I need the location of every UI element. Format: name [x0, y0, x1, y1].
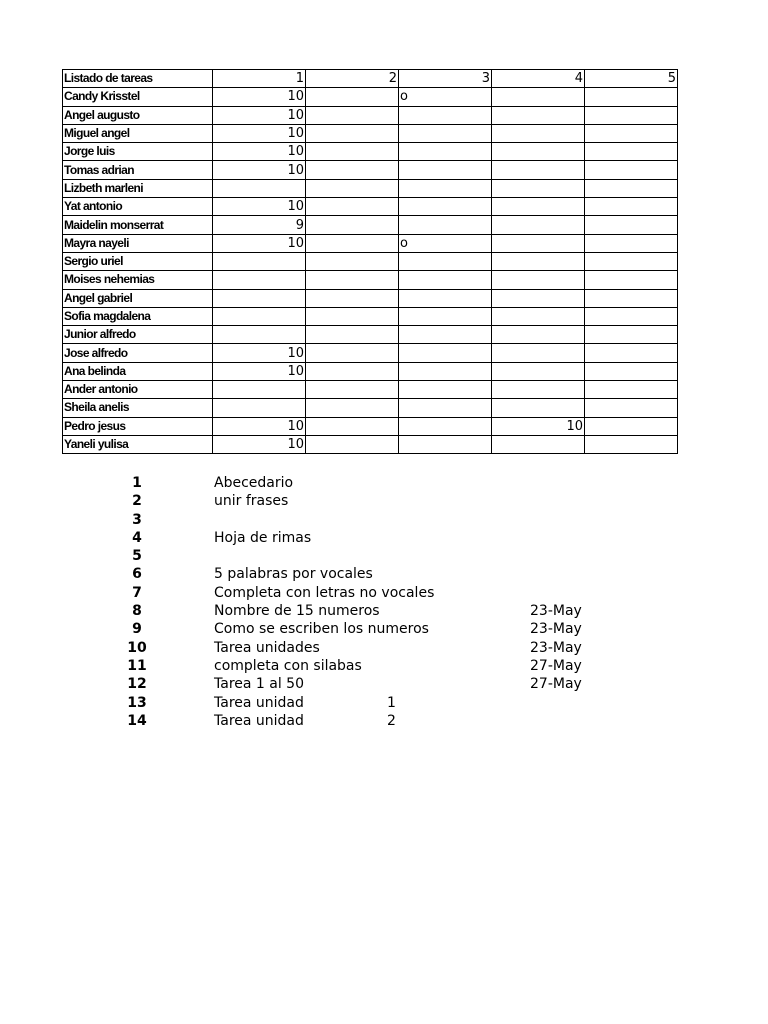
grade-cell-2[interactable]	[306, 326, 399, 344]
student-name-cell[interactable]: Candy Krisstel	[63, 88, 213, 106]
grade-cell-4[interactable]	[492, 307, 585, 325]
grade-cell-5[interactable]	[585, 124, 678, 142]
grade-cell-2[interactable]	[306, 362, 399, 380]
grade-cell-5[interactable]: 5	[585, 70, 678, 88]
grade-cell-1[interactable]: 10	[213, 161, 306, 179]
grade-cell-4[interactable]	[492, 234, 585, 252]
grade-cell-4[interactable]	[492, 381, 585, 399]
grade-cell-3[interactable]	[399, 216, 492, 234]
legend-task: Tarea unidad	[214, 712, 304, 729]
student-name-cell[interactable]: Junior alfredo	[63, 326, 213, 344]
legend-item	[0, 657, 768, 675]
grade-cell-1[interactable]: 10	[213, 198, 306, 216]
task-grid	[62, 69, 678, 454]
legend-number: 5	[132, 548, 142, 565]
legend-date: 27-May	[530, 676, 582, 693]
grade-cell-3[interactable]	[399, 143, 492, 161]
grade-cell-2[interactable]	[306, 198, 399, 216]
grade-cell-1[interactable]: 10	[213, 106, 306, 124]
grade-cell-4[interactable]	[492, 106, 585, 124]
legend-number: 13	[127, 694, 147, 711]
legend-item	[0, 474, 768, 492]
legend-unit: 1	[387, 694, 396, 711]
grade-cell-5[interactable]	[585, 271, 678, 289]
grade-cell-4[interactable]: 10	[492, 417, 585, 435]
student-name-cell[interactable]: Jose alfredo	[63, 344, 213, 362]
grade-cell-4[interactable]	[492, 362, 585, 380]
grade-cell-5[interactable]	[585, 289, 678, 307]
table-row	[63, 252, 678, 270]
grade-cell-2[interactable]	[306, 307, 399, 325]
student-name-cell[interactable]: Mayra nayeli	[63, 234, 213, 252]
grade-cell-2[interactable]	[306, 106, 399, 124]
grade-cell-2[interactable]	[306, 344, 399, 362]
legend-number: 1	[132, 475, 142, 491]
header-row	[63, 70, 678, 88]
grade-cell-5[interactable]	[585, 88, 678, 106]
grade-cell-5[interactable]	[585, 326, 678, 344]
grade-cell-2[interactable]	[306, 381, 399, 399]
table-row	[63, 381, 678, 399]
grade-cell-2[interactable]	[306, 143, 399, 161]
student-name-cell[interactable]: Listado de tareas	[63, 70, 213, 88]
grade-cell-3[interactable]	[399, 344, 492, 362]
legend-item	[0, 620, 768, 638]
grade-cell-4[interactable]	[492, 326, 585, 344]
legend-item	[0, 639, 768, 657]
grade-cell-1[interactable]: 10	[213, 234, 306, 252]
grade-cell-4[interactable]	[492, 161, 585, 179]
grade-cell-4[interactable]	[492, 252, 585, 270]
table-row	[63, 435, 678, 453]
student-name-cell[interactable]: Ana belinda	[63, 362, 213, 380]
legend-date: 27-May	[530, 657, 582, 674]
student-name-cell[interactable]: Tomas adrian	[63, 161, 213, 179]
student-name-cell[interactable]: Maidelin monserrat	[63, 216, 213, 234]
grade-cell-3[interactable]	[399, 124, 492, 142]
grade-cell-4[interactable]	[492, 435, 585, 453]
grade-cell-1[interactable]: 10	[213, 417, 306, 435]
legend-number: 12	[127, 676, 147, 693]
table-row	[63, 399, 678, 417]
student-name-cell[interactable]: Yaneli yulisa	[63, 435, 213, 453]
grade-cell-4[interactable]	[492, 198, 585, 216]
table-row	[63, 362, 678, 380]
legend-task: Completa con letras no vocales	[214, 584, 435, 601]
legend-task: Tarea 1 al 50	[214, 676, 304, 693]
legend-date: 23-May	[530, 603, 582, 620]
grade-cell-2[interactable]	[306, 161, 399, 179]
grade-cell-3[interactable]	[399, 106, 492, 124]
grade-cell-5[interactable]	[585, 161, 678, 179]
student-name-cell[interactable]: Lizbeth marleni	[63, 179, 213, 197]
grade-cell-1[interactable]	[213, 179, 306, 197]
grade-cell-1[interactable]: 10	[213, 435, 306, 453]
table-row	[63, 289, 678, 307]
legend-item	[0, 712, 768, 730]
grade-cell-5[interactable]	[585, 106, 678, 124]
grade-cell-5[interactable]	[585, 362, 678, 380]
legend-date: 23-May	[530, 621, 582, 638]
legend-number: 7	[132, 584, 142, 601]
legend-item	[0, 529, 768, 547]
legend-task: Tarea unidad	[214, 694, 304, 711]
grade-cell-4[interactable]	[492, 399, 585, 417]
grade-cell-4[interactable]	[492, 271, 585, 289]
legend-task: completa con silabas	[214, 657, 362, 674]
student-name-cell[interactable]: Moises nehemias	[63, 271, 213, 289]
table-row	[63, 106, 678, 124]
legend-number: 14	[127, 712, 147, 729]
grade-cell-2[interactable]	[306, 216, 399, 234]
grade-cell-3[interactable]	[399, 289, 492, 307]
legend-item	[0, 694, 768, 712]
grade-cell-4[interactable]	[492, 289, 585, 307]
table-row	[63, 326, 678, 344]
grade-cell-1[interactable]: 1	[213, 70, 306, 88]
grade-cell-3[interactable]: o	[399, 234, 492, 252]
legend-number: 4	[132, 529, 142, 546]
grade-cell-1[interactable]	[213, 399, 306, 417]
grade-cell-5[interactable]	[585, 198, 678, 216]
grade-cell-2[interactable]	[306, 399, 399, 417]
grade-cell-3[interactable]	[399, 399, 492, 417]
grade-cell-2[interactable]: 2	[306, 70, 399, 88]
grade-cell-5[interactable]	[585, 234, 678, 252]
grade-cell-1[interactable]: 10	[213, 344, 306, 362]
student-name-cell[interactable]: Yat antonio	[63, 198, 213, 216]
grade-cell-3[interactable]	[399, 252, 492, 270]
legend-number: 11	[127, 657, 147, 674]
grade-cell-2[interactable]	[306, 234, 399, 252]
grade-cell-4[interactable]	[492, 143, 585, 161]
legend-item	[0, 511, 768, 529]
grade-cell-3[interactable]	[399, 307, 492, 325]
legend-task: Hoja de rimas	[214, 529, 312, 546]
grade-cell-1[interactable]	[213, 289, 306, 307]
grade-cell-3[interactable]	[399, 179, 492, 197]
grade-cell-4[interactable]	[492, 124, 585, 142]
grade-cell-5[interactable]	[585, 417, 678, 435]
student-name-cell[interactable]: Pedro jesus	[63, 417, 213, 435]
table-row	[63, 179, 678, 197]
table-row	[63, 216, 678, 234]
grade-cell-1[interactable]: 9	[213, 216, 306, 234]
grade-cell-5[interactable]	[585, 399, 678, 417]
legend-number: 8	[132, 603, 142, 620]
grade-cell-1[interactable]	[213, 381, 306, 399]
grade-cell-2[interactable]	[306, 88, 399, 106]
legend-item	[0, 675, 768, 693]
grade-cell-1[interactable]	[213, 307, 306, 325]
table-row	[63, 198, 678, 216]
grade-cell-3[interactable]	[399, 271, 492, 289]
grade-cell-5[interactable]	[585, 307, 678, 325]
legend-item	[0, 565, 768, 583]
grade-cell-4[interactable]	[492, 179, 585, 197]
table-row	[63, 234, 678, 252]
legend-item	[0, 602, 768, 620]
table-row	[63, 161, 678, 179]
student-name-cell[interactable]: Ander antonio	[63, 381, 213, 399]
grade-cell-1[interactable]: 10	[213, 143, 306, 161]
student-name-cell[interactable]: Sheila anelis	[63, 399, 213, 417]
legend-date: 23-May	[530, 639, 582, 656]
grade-cell-4[interactable]: 4	[492, 70, 585, 88]
grade-cell-4[interactable]	[492, 216, 585, 234]
grade-cell-2[interactable]	[306, 179, 399, 197]
legend-number: 3	[132, 511, 142, 528]
grade-cell-5[interactable]	[585, 252, 678, 270]
grade-cell-2[interactable]	[306, 252, 399, 270]
grade-cell-1[interactable]	[213, 252, 306, 270]
grade-cell-2[interactable]	[306, 435, 399, 453]
legend-number: 10	[127, 639, 147, 656]
grade-cell-3[interactable]: o	[399, 88, 492, 106]
grade-cell-5[interactable]	[585, 179, 678, 197]
legend-item	[0, 492, 768, 510]
legend-number: 9	[132, 621, 142, 638]
table-row	[63, 143, 678, 161]
table-row	[63, 88, 678, 106]
task-legend	[0, 474, 768, 730]
student-name-cell[interactable]: Sergio uriel	[63, 252, 213, 270]
legend-task: Tarea unidades	[214, 639, 320, 656]
table-row	[63, 417, 678, 435]
legend-task: Abecedario	[214, 475, 294, 491]
grade-cell-3[interactable]	[399, 161, 492, 179]
student-name-cell[interactable]: Miguel angel	[63, 124, 213, 142]
table-row	[63, 344, 678, 362]
legend-item	[0, 547, 768, 565]
grade-cell-3[interactable]	[399, 362, 492, 380]
grade-cell-2[interactable]	[306, 124, 399, 142]
grade-cell-2[interactable]	[306, 417, 399, 435]
student-name-cell[interactable]: Jorge luis	[63, 143, 213, 161]
legend-task: 5 palabras por vocales	[214, 566, 373, 583]
grade-cell-3[interactable]	[399, 381, 492, 399]
grade-cell-1[interactable]: 10	[213, 88, 306, 106]
grade-cell-5[interactable]	[585, 344, 678, 362]
student-name-cell[interactable]: Angel augusto	[63, 106, 213, 124]
table-row	[63, 124, 678, 142]
legend-task: unir frases	[214, 493, 289, 510]
grade-cell-3[interactable]	[399, 417, 492, 435]
grade-cell-1[interactable]: 10	[213, 362, 306, 380]
grade-cell-5[interactable]	[585, 381, 678, 399]
grade-cell-5[interactable]	[585, 435, 678, 453]
grade-cell-1[interactable]	[213, 326, 306, 344]
grade-cell-1[interactable]	[213, 271, 306, 289]
legend-item	[0, 584, 768, 602]
legend-task: Nombre de 15 numeros	[214, 603, 380, 620]
table-row	[63, 307, 678, 325]
grade-cell-1[interactable]: 10	[213, 124, 306, 142]
grade-cell-5[interactable]	[585, 216, 678, 234]
legend-number: 2	[132, 493, 142, 510]
student-name-cell[interactable]: Sofia magdalena	[63, 307, 213, 325]
grade-cell-3[interactable]	[399, 198, 492, 216]
grade-cell-4[interactable]	[492, 344, 585, 362]
grade-cell-2[interactable]	[306, 289, 399, 307]
legend-number: 6	[132, 566, 142, 583]
table-row	[63, 271, 678, 289]
grade-cell-2[interactable]	[306, 271, 399, 289]
grade-cell-4[interactable]	[492, 88, 585, 106]
grade-cell-5[interactable]	[585, 143, 678, 161]
grade-cell-3[interactable]: 3	[399, 70, 492, 88]
grade-cell-3[interactable]	[399, 435, 492, 453]
legend-unit: 2	[387, 712, 396, 729]
student-name-cell[interactable]: Angel gabriel	[63, 289, 213, 307]
legend-task: Como se escriben los numeros	[214, 621, 429, 638]
grade-cell-3[interactable]	[399, 326, 492, 344]
